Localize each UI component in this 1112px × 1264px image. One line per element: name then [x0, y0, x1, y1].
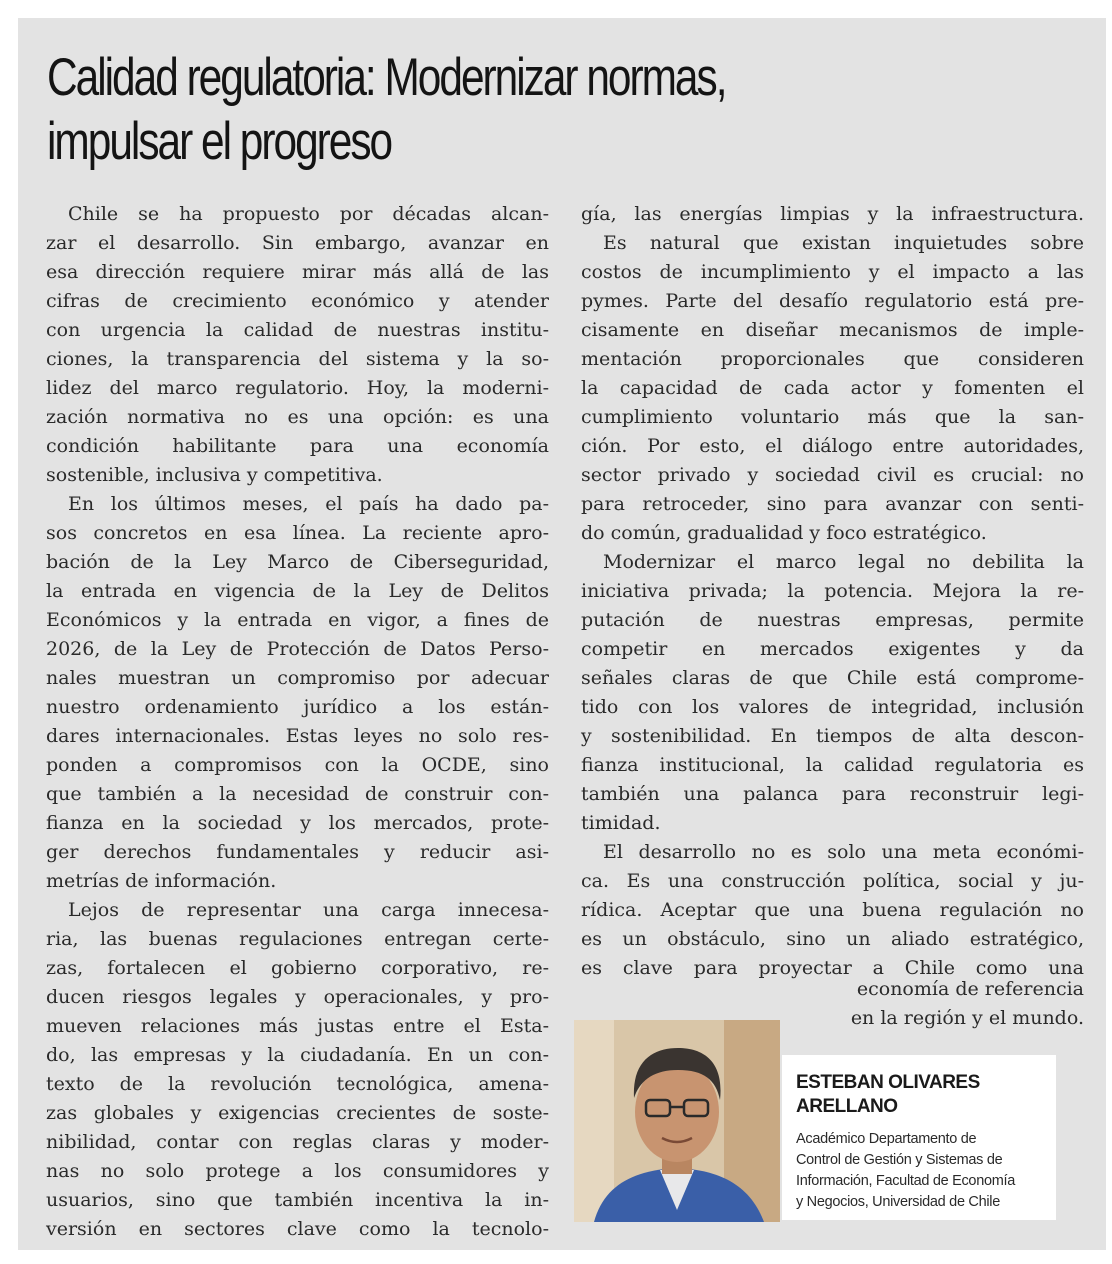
- body-line: y sostenibilidad. En tiempos de alta descon-: [581, 725, 1084, 747]
- body-line: costos de incumplimiento y el impacto a las: [581, 261, 1084, 283]
- body-line: señales claras de que Chile está comprome-: [581, 667, 1084, 689]
- article-headline: [47, 46, 879, 174]
- body-line: rídica. Aceptar que una buena regulación no: [581, 899, 1084, 921]
- body-line: ria, las buenas regulaciones entregan certe-: [46, 928, 549, 950]
- body-line: pymes. Parte del desafío regulatorio está pre-: [581, 290, 1084, 312]
- author-name: [796, 1071, 980, 1119]
- body-line: lidez del marco regulatorio. Hoy, la moderni-: [46, 377, 549, 399]
- body-line: tido con los valores de integridad, inclusión: [581, 696, 1084, 718]
- article-column-right: [581, 200, 1084, 983]
- body-line: gía, las energías limpias y la infraestructura.: [581, 203, 1084, 225]
- body-line: El desarrollo no es solo una meta económi-: [603, 841, 1084, 863]
- body-line: que también a la necesidad de construir con-: [46, 783, 549, 805]
- body-line: la entrada en vigencia de la Ley de Delitos: [46, 580, 549, 602]
- body-line: cumplimiento voluntario más que la san-: [581, 406, 1084, 428]
- body-line: nas no solo protege a los consumidores y: [46, 1160, 549, 1182]
- body-line: metrías de información.: [46, 870, 277, 892]
- author-card: [782, 1055, 1056, 1220]
- body-line: Es natural que existan inquietudes sobre: [603, 232, 1084, 254]
- body-line: 2026, de la Ley de Protección de Datos Perso-: [46, 638, 549, 660]
- body-line: putación de nuestras empresas, permite: [581, 609, 1084, 631]
- body-line: timidad.: [581, 812, 661, 834]
- body-line: bación de la Ley Marco de Ciberseguridad,: [46, 551, 549, 573]
- body-line: Económicos y la entrada en vigor, a fines de: [46, 609, 549, 631]
- body-line: do común, gradualidad y foco estratégico.: [581, 522, 987, 544]
- headline-line: Calidad regulatoria: Modernizar normas,: [47, 48, 726, 107]
- author-affiliation: [796, 1129, 1054, 1213]
- body-line: en la región y el mundo.: [850, 1007, 1084, 1029]
- author-name-line: ESTEBAN OLIVARES: [796, 1072, 980, 1093]
- body-line: ción. Por esto, el diálogo entre autoridades,: [581, 435, 1084, 457]
- body-line: esa dirección requiere mirar más allá de las: [46, 261, 549, 283]
- body-line: ca. Es una construcción política, social y ju-: [581, 870, 1084, 892]
- body-line: ducen riesgos legales y operacionales, y pro-: [46, 986, 549, 1008]
- body-line: nuestro ordenamiento jurídico a los están-: [46, 696, 549, 718]
- headline-line: impulsar el progreso: [47, 112, 392, 171]
- author-affiliation-line: y Negocios, Universidad de Chile: [796, 1194, 1000, 1210]
- body-line: usuarios, sino que también incentiva la in-: [46, 1189, 549, 1211]
- body-line: es clave para proyectar a Chile como una: [581, 957, 1084, 979]
- body-line: En los últimos meses, el país ha dado pa-: [68, 493, 549, 515]
- body-line: Modernizar el marco legal no debilita la: [603, 551, 1084, 573]
- author-affiliation-line: Información, Facultad de Economía: [796, 1173, 1015, 1189]
- article-column-left: [46, 200, 549, 1244]
- author-affiliation-line: Control de Gestión y Sistemas de: [796, 1152, 1003, 1168]
- body-line: nales muestran un compromiso por adecuar: [46, 667, 549, 689]
- body-line: nibilidad, contar con reglas claras y moder-: [46, 1131, 549, 1153]
- body-line: iniciativa privada; la potencia. Mejora la re-: [581, 580, 1084, 602]
- author-affiliation-line: Académico Departamento de: [796, 1131, 977, 1147]
- author-name-line: ARELLANO: [796, 1096, 898, 1117]
- body-line: economía de referencia: [856, 978, 1084, 1000]
- body-line: condición habilitante para una economía: [46, 435, 549, 457]
- body-line: para retroceder, sino para avanzar con senti-: [581, 493, 1084, 515]
- body-line: sos concretos en esa línea. La reciente apro-: [46, 522, 549, 544]
- body-line: mueven relaciones más justas entre el Esta-: [46, 1015, 549, 1037]
- body-line: cisamente en diseñar mecanismos de imple-: [581, 319, 1084, 341]
- body-line: zas globales y exigencias crecientes de soste-: [46, 1102, 549, 1124]
- body-line: dares internacionales. Estas leyes no solo res-: [46, 725, 549, 747]
- body-line: versión en sectores clave como la tecnolo-: [46, 1218, 549, 1240]
- body-line: sector privado y sociedad civil es crucial: no: [581, 464, 1084, 486]
- body-line: zas, fortalecen el gobierno corporativo, re-: [46, 957, 549, 979]
- body-line: competir en mercados exigentes y da: [581, 638, 1084, 660]
- body-line: cifras de crecimiento económico y atender: [46, 290, 549, 312]
- body-line: do, las empresas y la ciudadanía. En un con-: [46, 1044, 549, 1066]
- body-line: también una palanca para reconstruir legi-: [581, 783, 1084, 805]
- body-line: texto de la revolución tecnológica, amena-: [46, 1073, 549, 1095]
- body-line: zar el desarrollo. Sin embargo, avanzar en: [46, 232, 549, 254]
- body-line: ciones, la transparencia del sistema y la so-: [46, 348, 549, 370]
- body-line: Chile se ha propuesto por décadas alcan-: [68, 203, 549, 225]
- body-line: ger derechos fundamentales y reducir asi-: [46, 841, 549, 863]
- body-line: es un obstáculo, sino un aliado estratégico,: [581, 928, 1084, 950]
- body-line: con urgencia la calidad de nuestras institu-: [46, 319, 549, 341]
- body-line: fianza institucional, la calidad regulatoria es: [581, 754, 1084, 776]
- body-line: sostenible, inclusiva y competitiva.: [46, 464, 383, 486]
- author-portrait-icon: [574, 1020, 780, 1222]
- body-line: zación normativa no es una opción: es una: [46, 406, 549, 428]
- author-box: [574, 1020, 1084, 1222]
- author-portrait-svg: [574, 1020, 780, 1222]
- body-line: mentación proporcionales que consideren: [581, 348, 1084, 370]
- body-line: fianza en la sociedad y los mercados, prote-: [46, 812, 549, 834]
- body-line: la capacidad de cada actor y fomenten el: [581, 377, 1084, 399]
- body-line: Lejos de representar una carga innecesa-: [68, 899, 549, 921]
- body-line: ponden a compromisos con la OCDE, sino: [46, 754, 549, 776]
